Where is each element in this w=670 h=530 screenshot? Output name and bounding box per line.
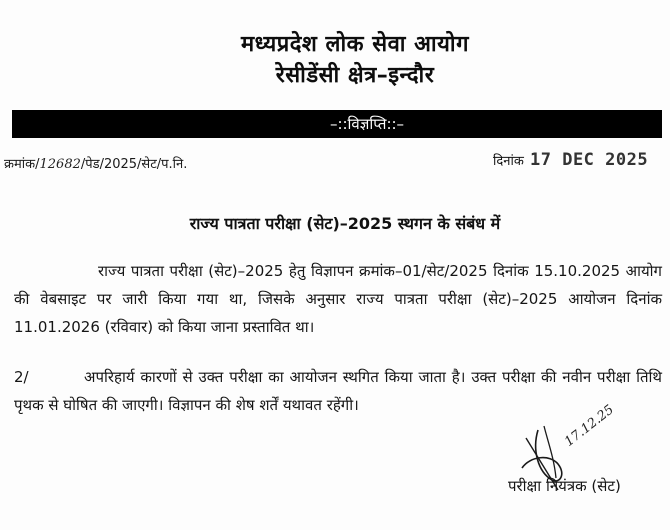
- signature-date: 17.12.25: [562, 402, 617, 450]
- paragraph-2-number: 2/: [14, 368, 29, 386]
- paragraph-2: [14, 363, 662, 419]
- paragraph-2-text: अपरिहार्य कारणों से उक्त परीक्षा का आयोजन स्थगित किया जाता है। उक्त परीक्षा की नवीन परीक्षा तिथि पृथक से घोषित की जाएगी। विज्ञापन की शेष शर्तें यथावत रहेंगी।: [14, 368, 662, 414]
- date-label: दिनांक: [493, 154, 524, 169]
- organization-name: मध्यप्रदेश लोक सेवा आयोग: [241, 32, 469, 57]
- organization-location: रेसीडेंसी क्षेत्र–इन्दौर: [275, 63, 435, 88]
- notice-title-bar: [12, 110, 662, 138]
- reference-number: [4, 154, 187, 172]
- date-stamp: 17 DEC 2025: [530, 150, 649, 170]
- subject-heading: राज्य पात्रता परीक्षा (सेट)–2025 स्थगन के संबंध में: [189, 214, 501, 233]
- signatory-designation: परीक्षा नियंत्रक (सेट): [508, 477, 621, 495]
- reference-handwritten-number: 12682: [39, 157, 81, 172]
- reference-prefix: क्रमांक/: [4, 157, 40, 172]
- notice-title: –::विज्ञप्ति::–: [329, 115, 405, 133]
- reference-suffix: /पेड/2025/सेट/प.नि.: [80, 157, 188, 172]
- paragraph-1: राज्य पात्रता परीक्षा (सेट)–2025 हेतु विज्ञापन क्रमांक–01/सेट/2025 दिनांक 15.10.2025 आयोग की वेबसाइट पर जारी किया गया था, जिसके अनुसार राज्य पात्रता परीक्षा (सेट)–2025 आयोजन दिनांक 11.01.2026 (रविवार) को किया जाना प्रस्तावित था।: [14, 262, 662, 336]
